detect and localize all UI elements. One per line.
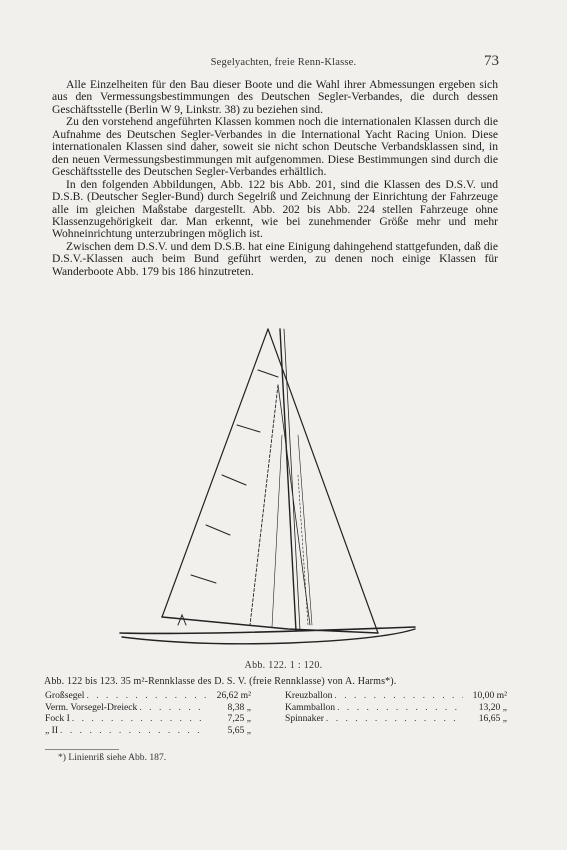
sail-list-left — [45, 690, 251, 736]
sail-name: Spinnaker — [285, 713, 324, 725]
sail-area: 10,00 m² — [472, 690, 507, 701]
sail-name: „ II — [45, 724, 59, 736]
paragraph: Zu den vorstehend angeführten Klassen kommen noch die internationalen Klassen durch die Aufnahme des Deutschen Segler-Verbandes in die International Yacht Racing Union. Diese internationalen Klassen sind daher, soweit sie nicht schon Deutsche Verbandsklassen sind, in den neuen Vermessungsbestimmungen mit aufgenommen. Diese Bestimmungen sind durch die Geschäftsstelle des Deutschen Segler-Verbandes erhältlich. — [52, 115, 498, 179]
body-text — [52, 79, 498, 278]
sail-area: 16,65 „ — [478, 713, 507, 725]
sail-area: 7,25 „ — [227, 713, 251, 725]
mast-rear — [284, 329, 300, 631]
sail-row — [285, 702, 507, 714]
leader-dots — [86, 690, 207, 702]
boom — [162, 617, 378, 633]
sail-name: Fock I — [45, 713, 70, 725]
running-title: Segelyachten, freie Renn-Klasse. — [210, 57, 357, 68]
sail-row — [45, 725, 251, 737]
shroud — [272, 435, 282, 627]
sail-row — [285, 690, 507, 702]
sail-row — [285, 713, 507, 725]
sail-area: 5,65 „ — [227, 724, 251, 736]
sail-row — [45, 690, 251, 702]
sail-name: Kammballon — [285, 701, 336, 713]
page-number: 73 — [484, 53, 499, 69]
rigging — [298, 435, 312, 625]
sail-name: Großsegel — [45, 690, 85, 701]
sail-area: 8,38 „ — [227, 701, 251, 713]
paragraph: In den folgenden Abbildungen, Abb. 122 bis Abb. 201, sind die Klassen des D.S.V. und D.S.B. (Deutscher Segler-Bund) durch Segelriß und Zeichnung der Einrichtung der Fahrzeuge alle im gleichen Maßstabe dargestellt. Abb. 202 bis Abb. 224 stellen Fahrzeuge ohne Klassenzugehörigkeit dar. Man erkennt, wie bei zunehmender Größe mehr und mehr Wohneinrichtung unterzubringen möglich ist. — [52, 177, 498, 241]
leader-dots — [334, 690, 463, 702]
batten — [258, 370, 278, 377]
sail-area: 13,20 „ — [478, 701, 507, 713]
sail-plan-drawing — [110, 325, 430, 655]
mainsail-leech — [268, 329, 378, 633]
figure-label: Abb. 122. 1 : 120. — [244, 660, 323, 671]
sail-area: 26,62 m² — [216, 690, 251, 701]
running-head — [0, 53, 567, 75]
mast — [280, 329, 296, 631]
paragraph: Zwischen dem D.S.V. und dem D.S.B. hat eine Einigung dahingehend stattgefunden, daß die D.S.V.-Klassen auch beim Bund geführt werden, zu denen noch einige Klassen für Wanderboote Abb. 179 bis 186 hinzutreten. — [52, 239, 498, 278]
batten — [222, 475, 246, 485]
sail-name: Verm. Vorsegel-Dreieck — [45, 701, 138, 713]
figure-caption: Abb. 122 bis 123. 35 m²-Rennklasse des D. S. V. (freie Rennklasse) von A. Harms*). — [44, 676, 397, 687]
sail-row — [45, 713, 251, 725]
batten — [237, 425, 260, 432]
leader-dots — [72, 713, 207, 725]
leader-dots — [337, 702, 463, 714]
sail-plan-figure — [110, 325, 430, 655]
leader-dots — [326, 713, 463, 725]
footnote-rule — [45, 749, 119, 750]
mainsail-luff — [162, 329, 268, 617]
paragraph: Alle Einzelheiten für den Bau dieser Boote und die Wahl ihrer Abmessungen ergeben sich aus den Vermessungsbestimmungen des Deutschen Segler-Verbandes, die durch dessen Geschäftsstelle (Berlin W 9, Linkstr. 38) zu beziehen sind. — [52, 78, 498, 116]
batten — [206, 525, 230, 535]
sail-row — [45, 702, 251, 714]
leader-dots — [139, 702, 207, 714]
sail-list-right — [285, 690, 507, 725]
keel-fin — [178, 615, 186, 625]
footnote: *) Linienriß siehe Abb. 187. — [58, 752, 167, 763]
leader-dots — [60, 725, 207, 737]
sail-name: Kreuzballon — [285, 690, 333, 701]
batten — [191, 575, 216, 583]
